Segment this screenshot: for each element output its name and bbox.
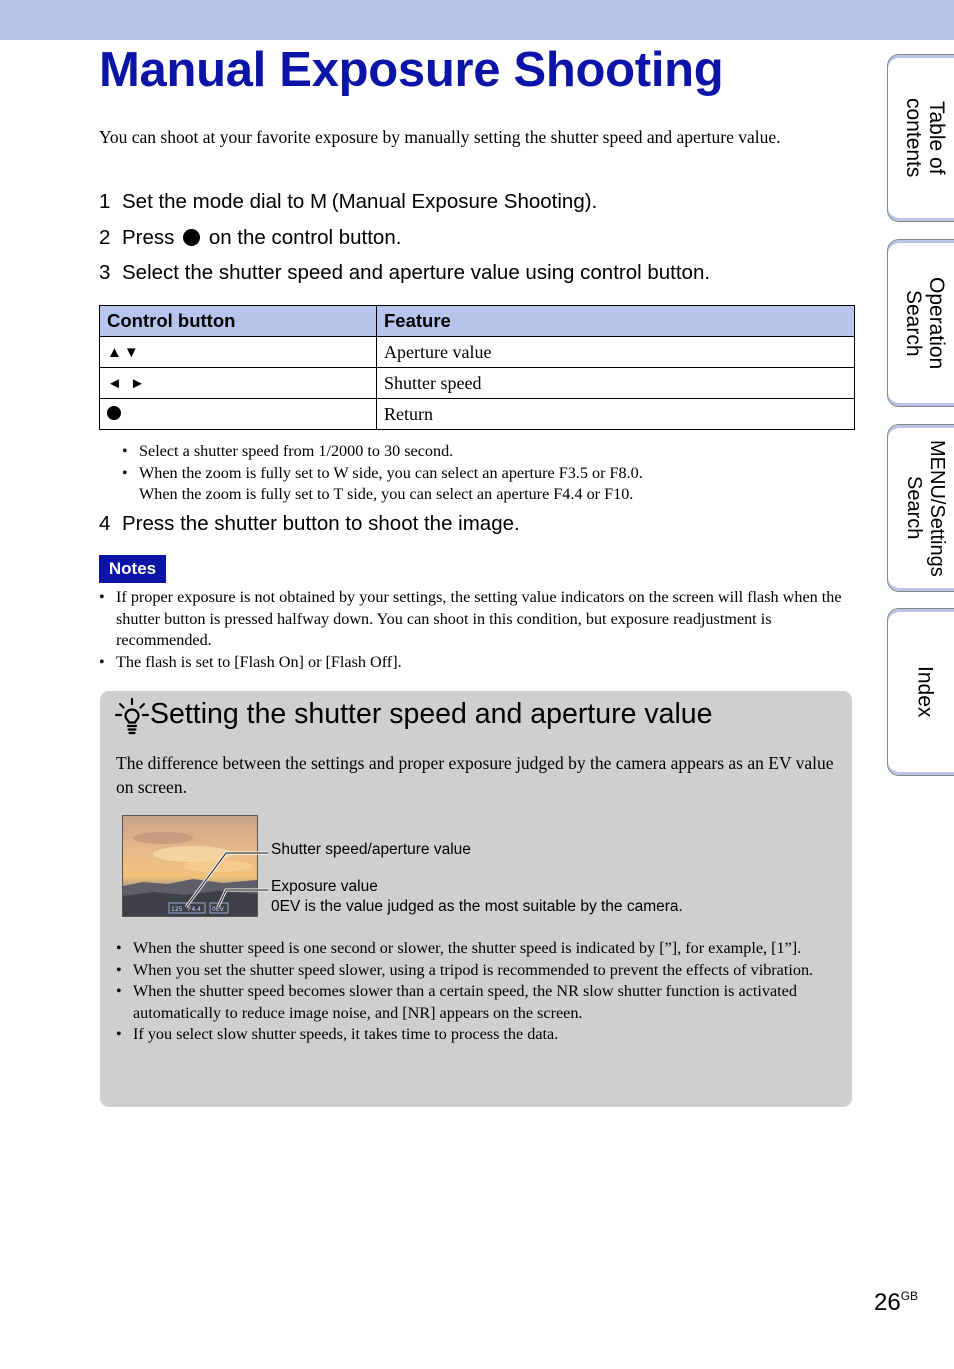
list-item: • If you select slow shutter speeds, it takes time to process the data. [116,1024,826,1046]
tab-label: Table of contents [902,98,948,178]
shutter-aperture-readout: 125 [171,906,183,913]
step-1 [99,189,597,215]
callout-lines [122,815,282,916]
step-number: 3 [99,261,111,284]
table-header-row [100,306,855,337]
tab-menu-settings-search[interactable] [887,424,954,592]
step-1-text-start: Set the mode dial to [122,190,305,213]
table-cell-feature: Return [377,399,855,430]
list-item: • When you set the shutter speed slower, using a tripod is recommended to prevent the effects of vibration. [116,960,826,982]
tab-label: Index [913,666,937,718]
table-cell-feature: Aperture value [377,337,855,368]
step-number: 2 [99,226,111,249]
hint-intro: The difference between the settings and proper exposure judged by the camera appears as an EV value on screen. [116,753,834,797]
hint-title: Setting the shutter speed and aperture value [150,698,713,730]
list-item-continuation: When the zoom is fully set to T side, you can select an aperture F4.4 or F10. [139,485,634,503]
top-color-band [0,0,954,40]
notes-list [99,587,844,673]
center-button-icon [183,229,200,246]
step-1-text-end: (Manual Exposure Shooting). [331,190,598,213]
page-number [874,1289,918,1317]
ev-readout: 0EV [212,906,224,913]
caption-shutter-aperture: Shutter speed/aperture value [271,841,471,858]
page-number-suffix: GB [900,1289,919,1303]
aperture-readout: F4.4 [188,906,201,913]
hint-bullets [116,938,826,1046]
tab-index[interactable] [887,608,954,776]
step-number: 1 [99,190,111,213]
tab-table-of-contents[interactable] [887,54,954,222]
step-3-text: Select the shutter speed and aperture value using control button. [122,261,711,284]
caption-exposure-desc: 0EV is the value judged as the most suitable by the camera. [271,898,683,915]
manual-mode-icon: M [310,190,328,213]
center-button-icon [107,406,121,420]
tab-operation-search[interactable] [887,239,954,407]
caption-exposure: Exposure value [271,878,378,895]
step-3-bullets [122,441,842,506]
tab-label: MENU/Settings Search [903,439,948,577]
intro-paragraph: You can shoot at your favorite exposure by manually setting the shutter speed and aperture value. [99,127,781,147]
control-button-table [99,305,855,430]
list-item: • When the zoom is fully set to W side, you can select an aperture F3.5 or F8.0. [122,463,842,485]
list-item: • When the shutter speed is one second or slower, the shutter speed is indicated by [”], for example, [1”]. [116,938,826,960]
list-item: • Select a shutter speed from 1/2000 to 30 second. [122,441,842,463]
step-4 [99,511,520,537]
step-3 [99,260,710,286]
note-item: • The flash is set to [Flash On] or [Flash Off]. [99,652,844,674]
table-cell-feature: Shutter speed [377,368,855,399]
lightbulb-hint-icon [112,696,152,736]
page-title: Manual Exposure Shooting [99,43,724,97]
table-row [100,337,855,368]
notes-label: Notes [99,555,166,583]
list-item: • When the shutter speed becomes slower than a certain speed, the NR slow shutter function is activated automatically to reduce image noise, and [NR] appears on the screen. [116,981,826,1024]
step-number: 4 [99,512,111,535]
left-right-arrows-icon: ◄ ► [107,375,147,392]
up-down-arrows-icon: ▲▼ [107,344,141,361]
step-2-text-start: Press [122,226,175,249]
step-2 [99,225,401,251]
step-2-text-end: on the control button. [208,226,402,249]
table-row [100,399,855,430]
page-number-value: 26 [874,1289,901,1316]
step-4-text: Press the shutter button to shoot the image. [122,512,520,535]
note-item: • If proper exposure is not obtained by your settings, the setting value indicators on the screen will flash when the shutter button is pressed halfway down. You can shoot in this condition, but exposure readjustment is recommended. [99,587,844,652]
table-row [100,368,855,399]
tab-label: Operation Search [902,276,948,370]
table-header-control: Control button [100,306,377,337]
table-header-feature: Feature [377,306,855,337]
